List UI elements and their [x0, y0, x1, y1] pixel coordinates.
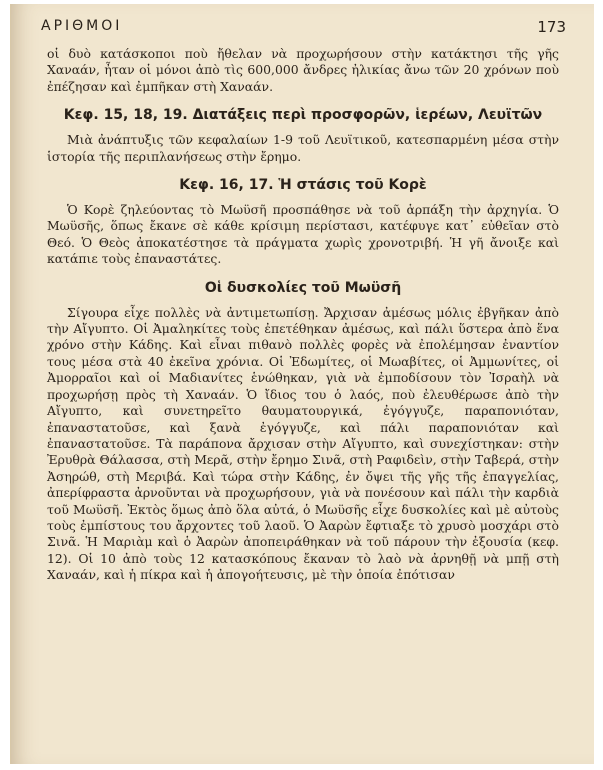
paragraph-difficulties: Σίγουρα εἶχε πολλὲς νὰ ἀντιμετωπίσῃ. Ἄρχισαν ἀμέσως μόλις ἐβγῆκαν ἀπὸ τὴν Αἴγυπτο. Οἱ Ἀμαληκίτες τοὺς ἐπετέθηκαν ἀμέσως, καὶ πάλι ὕστερα ἀπὸ ἕνα χρόνο στὴν Κάδης. Καὶ εἶναι πιθανὸ πολλὲς φορὲς νὰ ἐπολέμησαν ἐναντίον τους μέσα στὰ 40 ἐκεῖνα χρόνια. Οἱ Ἐδωμίτες, οἱ Μωαβίτες, οἱ Ἀμμωνίτες, οἱ Ἀμορραῖοι καὶ οἱ Μαδιανίτες ἑνώθηκαν, γιὰ νὰ ἐμποδίσουν τὸν Ἰσραὴλ νὰ προχωρήσῃ πρὸς τὴ Χαναάν. Ὁ ἴδιος του ὁ λαός, ποὺ ἐλευθέρωσε ἀπὸ τὴν Αἴγυπτο, καὶ συνετηρεῖτο θαυματουργικά, ἐγόγγυζε, παραπονιόταν, ἐπαναστατοῦσε, καὶ ξανὰ ἐγόγγυζε, καὶ πάλι παραπονιόταν καὶ ἐπαναστατοῦσε. Τὰ παράπονα ἄρχισαν στὴν Αἴγυπτο, καὶ συνεχίστηκαν: στὴν Ἐρυθρὰ Θάλασσα, στὴ Μερᾶ, στὴν ἔρημο Σινᾶ, στὴ Ραφιδεὶν, στὴν Ταβερά, στὴν Ἀσηρώθ, στὴ Μεριβά. Καὶ τώρα στὴν Κάδης, ἐν ὄψει τῆς γῆς τῆς ἐπαγγελίας, ἀπερίφραστα ἀρνοῦνται νὰ προχωρήσουν, γιὰ νὰ πονέσουν καὶ πάλι τὴν καρδιὰ τοῦ Μωϋσῆ. Ἐκτὸς ὅμως ἀπὸ ὅλα αὐτά, ὁ Μωϋσῆς εἶχε δυσκολίες καὶ μὲ αὐτοὺς τοὺς ἐμπίστους του ἄρχοντες τοῦ λαοῦ. Ὁ Ἀαρὼν ἔφτιαξε τὸ χρυσὸ μοσχάρι στὸ Σινᾶ. Ἡ Μαριὰμ καὶ ὁ Ἀαρὼν ἀποπειράθηκαν νὰ τοῦ πάρουν τὴν ἐξουσία (κεφ. 12). Οἱ 10 ἀπὸ τοὺς 12 κατασκόπους ἔκαναν τὸ λαὸ νὰ ἀρνηθῇ νὰ μπῇ στὴ Χαναάν, καὶ ἡ πίκρα καὶ ἡ ἀπογοήτευσις, μὲ τὴν ὁποία ἐπότισαν	[47, 304, 559, 583]
paragraph-korah: Ὁ Κορὲ ζηλεύοντας τὸ Μωϋσῆ προσπάθησε νὰ τοῦ ἁρπάξη τὴν ἀρχηγία. Ὁ Μωϋσῆς, ὅπως ἔκανε σὲ κάθε κρίσιμη περίστασι, κατέφυγε κατ᾽ εὐθεῖαν στὸ Θεό. Ὁ Θεὸς ἀποκατέστησε τὰ πράγματα χωρὶς χρονοτριβή. Ἡ γῆ ἄνοιξε καὶ κατάπιε τοὺς ἐπαναστάτες.	[47, 202, 559, 267]
section-heading-difficulties: Οἱ δυσκολίες τοῦ Μωϋσῆ	[204, 279, 402, 296]
section-heading-offerings: Κεφ. 15, 18, 19. Διατάξεις περὶ προσφορῶν, ἱερέων, Λευϊτῶν	[63, 107, 543, 124]
section-heading-korah: Κεφ. 16, 17. Ἡ στάσις τοῦ Κορὲ	[179, 177, 427, 194]
running-title: ΑΡΙΘΜΟΙ	[41, 18, 123, 34]
paragraph-offerings: Μιὰ ἀνάπτυξις τῶν κεφαλαίων 1-9 τοῦ Λευϊτικοῦ, κατεσπαρμένη μέσα στὴν ἱστορία τῆς περιπλανήσεως στὴν ἔρημο.	[47, 132, 559, 164]
book-page	[10, 4, 594, 764]
running-head	[41, 18, 566, 40]
paragraph-continuation: οἱ δυὸ κατάσκοποι ποὺ ἤθελαν νὰ προχωρήσουν στὴν κατάκτησι τῆς γῆς Χαναάν, ἦταν οἱ μόνοι ἀπὸ τὶς 600,000 ἄνδρες ἠλικίας ἄνω τῶν 20 χρόνων ποὺ ἐπέζησαν καὶ ἐμπῆκαν στὴ Χαναάν.	[47, 46, 559, 94]
page-number: 173	[537, 18, 566, 36]
page-body	[47, 46, 559, 584]
